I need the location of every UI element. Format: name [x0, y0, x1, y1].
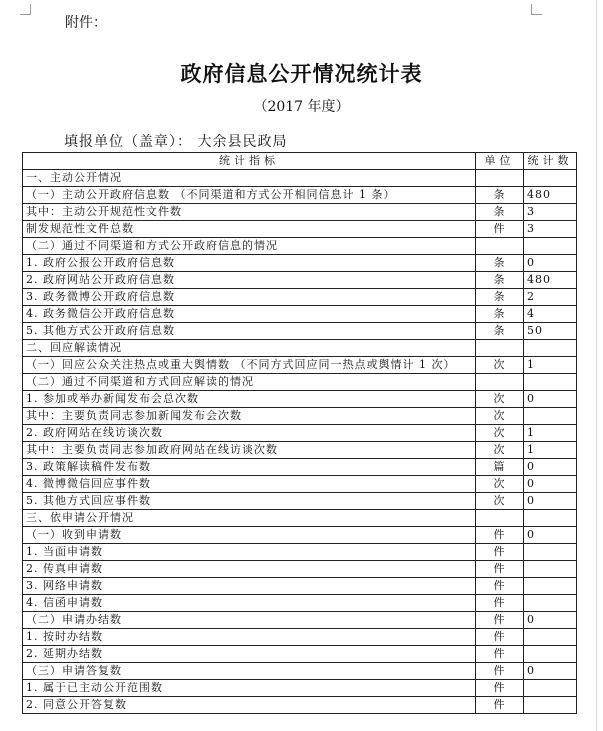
- row-value: [524, 595, 577, 612]
- table-row: [23, 221, 577, 238]
- row-unit: 条: [476, 255, 524, 272]
- row-value: [524, 170, 577, 187]
- header-count: 统计数: [524, 153, 577, 170]
- row-unit: 篇: [476, 459, 524, 476]
- row-value: 2: [524, 289, 577, 306]
- row-label: 其中：主动公开规范性文件数: [23, 204, 476, 221]
- row-label: 3. 政策解读稿件发布数: [23, 459, 476, 476]
- row-unit: 件: [476, 663, 524, 680]
- row-label: 1. 当面申请数: [23, 544, 476, 561]
- row-unit: [476, 374, 524, 391]
- table-row: [23, 340, 577, 357]
- row-label: 5. 其他方式回应事件数: [23, 493, 476, 510]
- row-unit: 件: [476, 527, 524, 544]
- row-unit: 次: [476, 391, 524, 408]
- row-unit: [476, 510, 524, 527]
- row-label: 一、主动公开情况: [23, 170, 476, 187]
- table-row: [23, 663, 577, 680]
- table-row: [23, 323, 577, 340]
- row-value: 1: [524, 442, 577, 459]
- reporting-unit: 填报单位（盖章）： 大余县民政局: [64, 134, 288, 150]
- row-value: 0: [524, 391, 577, 408]
- table-row: [23, 544, 577, 561]
- page-corner-mark: [20, 4, 31, 15]
- row-unit: 件: [476, 561, 524, 578]
- table-row: [23, 697, 577, 714]
- row-value: [524, 340, 577, 357]
- row-value: 0: [524, 663, 577, 680]
- row-unit: 次: [476, 425, 524, 442]
- row-value: 3: [524, 204, 577, 221]
- row-label: 4. 微博微信回应事件数: [23, 476, 476, 493]
- table-row: [23, 204, 577, 221]
- table-row: [23, 459, 577, 476]
- table-row: [23, 578, 577, 595]
- row-unit: 条: [476, 289, 524, 306]
- table-row: [23, 646, 577, 663]
- row-label: 2. 传真申请数: [23, 561, 476, 578]
- row-unit: 件: [476, 221, 524, 238]
- row-label: （二）通过不同渠道和方式回应解读的情况: [23, 374, 476, 391]
- row-label: 2. 政府网站公开政府信息数: [23, 272, 476, 289]
- row-unit: [476, 340, 524, 357]
- statistics-table: [22, 152, 577, 714]
- row-value: [524, 561, 577, 578]
- row-label: 其中：主要负责同志参加新闻发布会次数: [23, 408, 476, 425]
- table-row: [23, 306, 577, 323]
- table-row: [23, 391, 577, 408]
- table-row: [23, 561, 577, 578]
- row-value: 480: [524, 187, 577, 204]
- row-label: （三）申请答复数: [23, 663, 476, 680]
- row-label: 其中：主要负责同志参加政府网站在线访谈次数: [23, 442, 476, 459]
- row-value: [524, 697, 577, 714]
- row-unit: 件: [476, 697, 524, 714]
- row-value: 0: [524, 612, 577, 629]
- row-unit: [476, 170, 524, 187]
- table-row: [23, 187, 577, 204]
- row-label: 2. 同意公开答复数: [23, 697, 476, 714]
- table-row: [23, 510, 577, 527]
- row-value: 480: [524, 272, 577, 289]
- table-row: [23, 493, 577, 510]
- row-unit: [476, 238, 524, 255]
- row-value: 0: [524, 493, 577, 510]
- row-value: [524, 374, 577, 391]
- row-value: [524, 680, 577, 697]
- row-value: 3: [524, 221, 577, 238]
- document-title: 政府信息公开情况统计表: [180, 61, 423, 86]
- row-label: （二）申请办结数: [23, 612, 476, 629]
- row-label: 5. 其他方式公开政府信息数: [23, 323, 476, 340]
- row-value: [524, 578, 577, 595]
- row-unit: 条: [476, 204, 524, 221]
- row-unit: 次: [476, 476, 524, 493]
- table-row: [23, 272, 577, 289]
- row-label: 2. 政府网站在线访谈次数: [23, 425, 476, 442]
- row-unit: 件: [476, 578, 524, 595]
- table-row: [23, 442, 577, 459]
- row-label: 三、依申请公开情况: [23, 510, 476, 527]
- table-row: [23, 255, 577, 272]
- table-row: [23, 680, 577, 697]
- row-label: 4. 政务微信公开政府信息数: [23, 306, 476, 323]
- row-label: 1. 属于已主动公开范围数: [23, 680, 476, 697]
- row-label: 2. 延期办结数: [23, 646, 476, 663]
- page-corner-mark: [531, 4, 542, 15]
- row-value: [524, 408, 577, 425]
- row-value: [524, 238, 577, 255]
- row-label: （一）收到申请数: [23, 527, 476, 544]
- row-label: 1. 参加或举办新闻发布会总次数: [23, 391, 476, 408]
- table-row: [23, 408, 577, 425]
- attachment-label: 附件：: [65, 15, 107, 31]
- row-value: 1: [524, 357, 577, 374]
- row-unit: 件: [476, 544, 524, 561]
- row-unit: 次: [476, 357, 524, 374]
- table-row: [23, 527, 577, 544]
- table-row: [23, 629, 577, 646]
- row-value: 1: [524, 425, 577, 442]
- table-body: [23, 170, 577, 714]
- row-unit: 条: [476, 272, 524, 289]
- row-label: 3. 政务微博公开政府信息数: [23, 289, 476, 306]
- table-row: [23, 476, 577, 493]
- row-unit: 条: [476, 306, 524, 323]
- row-label: 1. 按时办结数: [23, 629, 476, 646]
- document-year: （2017 年度）: [253, 99, 350, 115]
- row-value: [524, 629, 577, 646]
- header-unit: 单位: [476, 153, 524, 170]
- header-indicator: 统计指标: [23, 153, 476, 170]
- table-row: [23, 357, 577, 374]
- row-label: 1. 政府公报公开政府信息数: [23, 255, 476, 272]
- row-label: 制发规范性文件总数: [23, 221, 476, 238]
- table-row: [23, 289, 577, 306]
- row-value: 0: [524, 527, 577, 544]
- table-row: [23, 374, 577, 391]
- row-value: 50: [524, 323, 577, 340]
- row-label: 二、回应解读情况: [23, 340, 476, 357]
- row-unit: 件: [476, 595, 524, 612]
- row-label: （一）回应公众关注热点或重大舆情数 （不同方式回应同一热点或舆情计 1 次）: [23, 357, 476, 374]
- row-value: 4: [524, 306, 577, 323]
- row-label: （一）主动公开政府信息数 （不同渠道和方式公开相同信息计 1 条）: [23, 187, 476, 204]
- row-value: [524, 646, 577, 663]
- row-unit: 次: [476, 408, 524, 425]
- row-label: （二）通过不同渠道和方式公开政府信息的情况: [23, 238, 476, 255]
- row-value: [524, 510, 577, 527]
- table-row: [23, 170, 577, 187]
- row-unit: 条: [476, 187, 524, 204]
- row-value: [524, 544, 577, 561]
- row-unit: 条: [476, 323, 524, 340]
- row-label: 4. 信函申请数: [23, 595, 476, 612]
- table-header-row: [23, 153, 577, 170]
- table-row: [23, 612, 577, 629]
- row-unit: 件: [476, 680, 524, 697]
- row-unit: 次: [476, 442, 524, 459]
- table-row: [23, 425, 577, 442]
- row-unit: 件: [476, 612, 524, 629]
- row-unit: 件: [476, 646, 524, 663]
- table-row: [23, 595, 577, 612]
- table-row: [23, 238, 577, 255]
- row-value: 0: [524, 459, 577, 476]
- row-value: 0: [524, 476, 577, 493]
- row-unit: 次: [476, 493, 524, 510]
- row-label: 3. 网络申请数: [23, 578, 476, 595]
- row-unit: 件: [476, 629, 524, 646]
- row-value: 0: [524, 255, 577, 272]
